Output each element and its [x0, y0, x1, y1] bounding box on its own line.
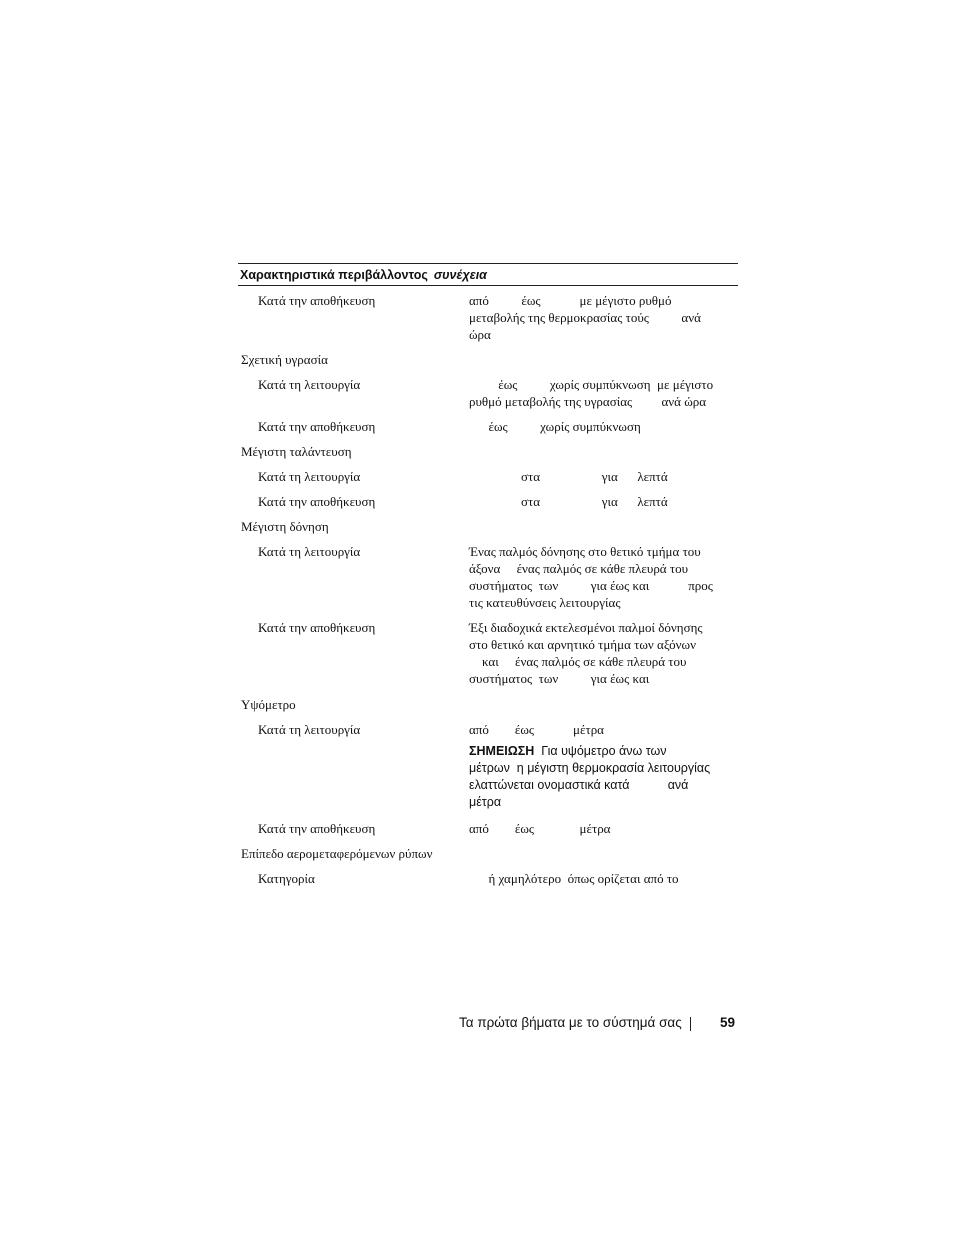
row-value: ή χαμηλότερο όπως ορίζεται από το	[469, 871, 679, 886]
note-text: Για υψόμετρο άνω των μέτρων η μέγιστη θερμοκρασία λειτουργίας ελαττώνεται ονομαστικά κατά ανά μέτρα	[469, 744, 711, 809]
footer-chapter-title: Τα πρώτα βήματα με το σύστημά σας	[459, 1015, 682, 1030]
row-value: στα για λεπτά	[469, 494, 668, 509]
row-value: Ένας παλμός δόνησης στο θετικό τμήμα του άξονα ένας παλμός σε κάθε πλευρά του συστήματος των για έως και προς τις κατευθύνσεις λειτουργίας	[469, 544, 713, 610]
row-label: Κατά τη λειτουργία	[258, 469, 361, 484]
row-value: από έως μέτρα	[469, 821, 611, 836]
row-value: έως χωρίς συμπύκνωση	[469, 419, 641, 434]
environment-table	[238, 263, 738, 286]
row-label: Κατά τη λειτουργία	[258, 544, 361, 559]
row-label: Μέγιστη ταλάντευση	[241, 444, 352, 459]
row-label: Κατά την αποθήκευση	[258, 293, 376, 308]
row-label: Κατά την αποθήκευση	[258, 419, 376, 434]
row-label: Κατά την αποθήκευση	[258, 620, 376, 635]
row-label: Υψόμετρο	[241, 697, 296, 712]
row-value: από έως μέτρα	[469, 722, 604, 737]
row-label: Κατά την αποθήκευση	[258, 494, 376, 509]
row-value: έως χωρίς συμπύκνωση με μέγιστο ρυθμό μεταβολής της υγρασίας ανά ώρα	[469, 377, 714, 409]
row-label: Σχετική υγρασία	[241, 352, 328, 367]
page-number: 59	[720, 1015, 736, 1030]
row-value: Έξι διαδοχικά εκτελεσμένοι παλμοί δόνησης στο θετικό και αρνητικό τμήμα των αξόνων και ένας παλμός σε κάθε πλευρά του συστήματος των για έως και	[469, 620, 703, 686]
footer-divider	[690, 1017, 691, 1031]
row-label: Κατά τη λειτουργία	[258, 722, 361, 737]
table-title-continued: συνέχεια	[433, 268, 487, 282]
row-label: Κατά την αποθήκευση	[258, 821, 376, 836]
row-label: Κατά τη λειτουργία	[258, 377, 361, 392]
row-label: Κατηγορία	[258, 871, 315, 886]
table-title	[238, 264, 738, 285]
note-heading: ΣΗΜΕΙΩΣΗ	[469, 744, 535, 758]
row-value: από έως με μέγιστο ρυθμό μεταβολής της θερμοκρασίας τούς ανά ώρα	[469, 293, 701, 342]
table-header-rule	[238, 285, 738, 286]
row-value: στα για λεπτά	[469, 469, 668, 484]
table-title-text: Χαρακτηριστικά περιβάλλοντος	[240, 268, 428, 282]
altitude-note	[469, 743, 737, 811]
row-label: Μέγιστη δόνηση	[241, 519, 329, 534]
row-label: Επίπεδο αερομεταφερόμενων ρύπων	[241, 846, 433, 861]
